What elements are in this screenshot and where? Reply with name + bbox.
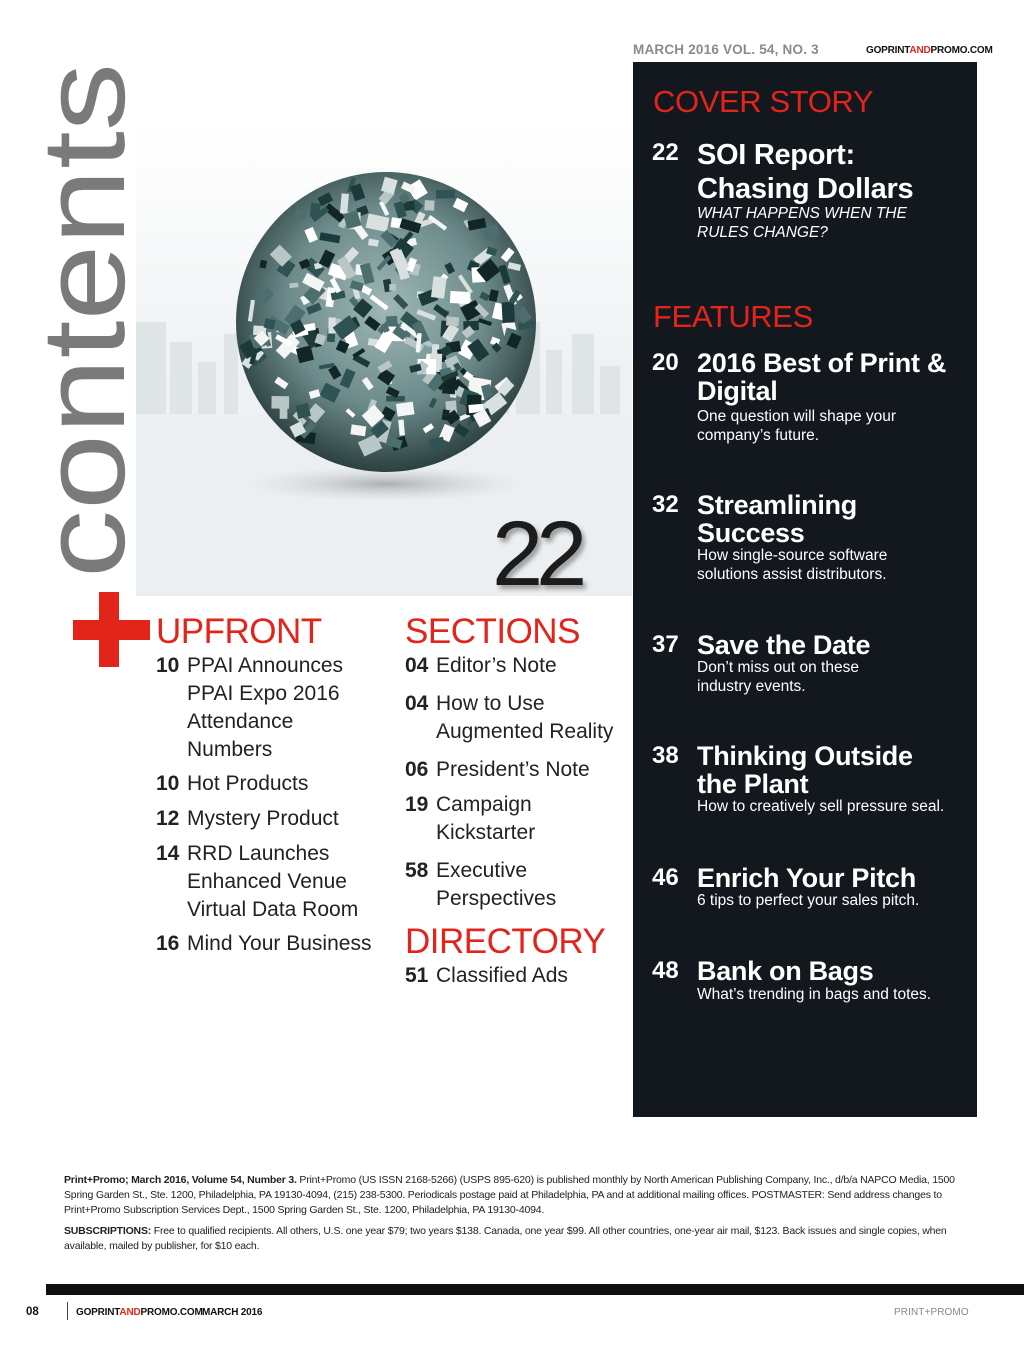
features-heading: FEATURES (653, 299, 813, 334)
chair-shard (350, 424, 366, 436)
issue-info: MARCH 2016 VOL. 54, NO. 3 (633, 42, 819, 57)
chair-shard (271, 396, 289, 409)
feature-num: 48 (652, 957, 679, 984)
contents-word-text: contents (18, 131, 150, 578)
chair-shard (389, 284, 396, 291)
upfront-item-2[interactable] (156, 770, 396, 798)
site-url-post: PROMO.COM (930, 45, 993, 56)
cover-story-heading: COVER STORY (653, 84, 874, 119)
upfront-item-3[interactable] (156, 805, 396, 833)
sections-item-title: Executive Perspectives (436, 859, 557, 910)
subscriptions-body: Free to qualified recipients. All others, U.S. one year $79; two years $138. Canada, one year $99. All other countries, one-year air mail, $123. Back issues and single copies, when available, mailed by publisher, for $10 each. (64, 1225, 947, 1252)
sections-item-num: 04 (405, 692, 429, 715)
sections-item-num: 19 (405, 793, 429, 816)
sections-item-4[interactable] (405, 791, 625, 847)
upfront-heading: UPFRONT (156, 612, 322, 651)
site-url-and: AND (909, 45, 931, 56)
feature-num: 46 (652, 864, 679, 891)
footer-divider (67, 1302, 68, 1320)
directory-item-title: Classified Ads (436, 964, 568, 987)
directory-item-1[interactable] (405, 962, 625, 990)
sections-item-title: Campaign Kickstarter (436, 793, 536, 844)
chair-shard (396, 402, 415, 417)
feature-desc: How single-source software solutions assist distributors. (697, 547, 888, 583)
feature-desc: What’s trending in bags and totes. (697, 986, 932, 1003)
feature-num: 37 (652, 631, 679, 658)
cover-story-desc: WHAT HAPPENS WHEN THE RULES CHANGE? (697, 205, 907, 241)
upfront-item-num: 14 (156, 842, 180, 865)
upfront-item-title: Hot Products (187, 772, 309, 795)
subscriptions-notice (64, 1224, 964, 1254)
publication-notice-lead: Print+Promo; March 2016, Volume 54, Number 3. (64, 1174, 297, 1186)
sections-heading: SECTIONS (405, 612, 580, 651)
upfront-item-title: PPAI Announces PPAI Expo 2016 Attendance Numbers (187, 654, 344, 761)
footer-site-pre: GOPRINT (76, 1307, 120, 1318)
chair-shard (431, 276, 447, 298)
footer-site-post: PROMO.COM (140, 1307, 203, 1318)
upfront-item-5[interactable] (156, 930, 396, 958)
feature-num: 20 (652, 349, 679, 376)
feature-desc: How to creatively sell pressure seal. (697, 798, 945, 815)
feature-desc: 6 tips to perfect your sales pitch. (697, 892, 920, 909)
feature-title[interactable]: Thinking Outside the Plant (697, 741, 913, 799)
sections-item-1[interactable] (405, 652, 625, 680)
footer-site-url[interactable] (76, 1307, 203, 1318)
upfront-item-num: 16 (156, 932, 180, 955)
feature-title[interactable]: Save the Date (697, 630, 871, 660)
feature-title[interactable]: Bank on Bags (697, 956, 874, 986)
feature-title[interactable]: Streamlining Success (697, 490, 857, 548)
feature-title[interactable]: Enrich Your Pitch (697, 863, 916, 893)
directory-heading: DIRECTORY (405, 922, 606, 961)
sections-item-2[interactable] (405, 690, 630, 746)
cover-story-title[interactable]: SOI Report: Chasing Dollars (697, 139, 914, 205)
footer-brand: PRINT+PROMO (894, 1307, 969, 1318)
chair-shard (280, 408, 288, 418)
plus-logo-horizontal (73, 620, 150, 640)
contents-word (18, 60, 150, 580)
chair-shard (450, 291, 471, 304)
chair-shard (289, 283, 298, 288)
footer-date: MARCH 2016 (202, 1307, 263, 1318)
upfront-item-num: 10 (156, 654, 180, 677)
directory-item-num: 51 (405, 964, 429, 987)
upfront-item-title: Mind Your Business (187, 932, 372, 955)
subscriptions-lead: SUBSCRIPTIONS: (64, 1225, 152, 1237)
sections-item-num: 58 (405, 859, 429, 882)
footer-bar (46, 1284, 1024, 1295)
site-url[interactable] (866, 45, 993, 56)
publication-notice-body: Print+Promo (US ISSN 2168-5266) (USPS 895-620) is published monthly by North American Publishing Company, Inc., d/b/a NAPCO Media, 1500 Spring Garden St., Ste. 1200, Philadelphia, PA 19130-4094, (215) 238-5300. Periodicals postage paid at Philadelphia, PA and at additional mailing offices. POSTMASTER: Send address changes to Print+Promo Subscription Services Dept., 1500 Spring Garden St., Ste. 1200, Philadelphia, PA 19130-4094. (64, 1174, 955, 1216)
feature-desc: One question will shape your company’s future. (697, 408, 897, 444)
cover-story-num: 22 (652, 139, 679, 166)
page-number: 08 (26, 1306, 39, 1318)
sections-item-3[interactable] (405, 756, 625, 784)
feature-num: 38 (652, 742, 679, 769)
chair-shard (386, 316, 397, 324)
upfront-item-num: 10 (156, 772, 180, 795)
upfront-item-title: Mystery Product (187, 807, 339, 830)
chair-shard (424, 200, 434, 211)
feature-desc: Don’t miss out on these industry events. (697, 659, 859, 695)
chair-shard (502, 302, 515, 323)
footer-site-and: AND (119, 1307, 141, 1318)
sections-item-title: President’s Note (436, 758, 590, 781)
feature-num: 32 (652, 491, 679, 518)
sections-item-5[interactable] (405, 857, 625, 913)
sections-item-num: 04 (405, 654, 429, 677)
sections-item-num: 06 (405, 758, 429, 781)
upfront-item-num: 12 (156, 807, 180, 830)
feature-title[interactable]: 2016 Best of Print & Digital (697, 348, 947, 406)
upfront-item-4[interactable] (156, 840, 376, 924)
sections-item-title: How to Use Augmented Reality (436, 692, 614, 743)
sections-item-title: Editor’s Note (436, 654, 557, 677)
chair-shard (446, 316, 459, 326)
upfront-item-1[interactable] (156, 652, 366, 764)
chair-shard (328, 317, 336, 333)
chair-shard (436, 190, 455, 199)
site-url-pre: GOPRINT (866, 45, 910, 56)
upfront-item-title: RRD Launches Enhanced Venue Virtual Data Room (187, 842, 359, 921)
hero-page-number: 22 (492, 503, 581, 605)
publication-notice (64, 1173, 964, 1218)
